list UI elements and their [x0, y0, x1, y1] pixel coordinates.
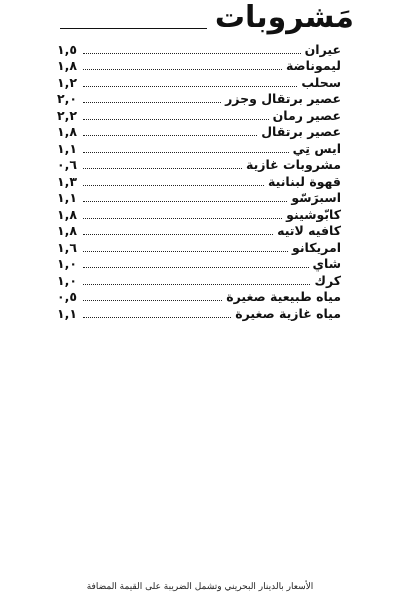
- menu-item: [57, 205, 341, 222]
- menu-item-name: سحلب: [301, 74, 341, 90]
- menu-item-name: قهوة لبنانية: [268, 173, 341, 189]
- menu-item: [57, 139, 341, 156]
- menu-item-price: ١,٠: [57, 256, 78, 271]
- menu-item: [57, 172, 341, 189]
- menu-item-price: ١,٦: [57, 239, 78, 255]
- menu-item-name: امريكانو: [292, 239, 341, 255]
- menu-item-name: شاي: [312, 256, 341, 271]
- menu-item-name: مشروبات غازية: [245, 157, 341, 172]
- menu-item-price: ١,١: [57, 140, 78, 156]
- menu-item-name: عصير برتقال وجزر: [225, 91, 341, 106]
- dotted-leader: [83, 201, 287, 202]
- dotted-leader: [83, 317, 231, 318]
- menu-item: [57, 57, 341, 74]
- menu-item-price: ٠,٦: [57, 157, 78, 172]
- menu-item-price: ١,٥: [57, 41, 78, 57]
- menu-item-name: عصير رمان: [272, 107, 341, 123]
- dotted-leader: [83, 102, 221, 103]
- dotted-leader: [83, 267, 309, 268]
- menu-item-name: ايس تِي: [292, 140, 341, 156]
- dotted-leader: [83, 300, 222, 301]
- menu-item: [57, 222, 341, 239]
- menu-item-price: ١,٠: [57, 272, 78, 288]
- page-title: مَشروبات: [214, 0, 354, 35]
- dotted-leader: [83, 119, 269, 120]
- dotted-leader: [83, 53, 301, 54]
- menu-item: [57, 255, 341, 272]
- dotted-leader: [83, 185, 264, 186]
- menu-item: [57, 156, 341, 173]
- menu-item-name: عصير برتقال: [261, 124, 341, 139]
- menu-item-price: ١,٨: [57, 58, 78, 73]
- menu-item-name: كافيه لاتيه: [277, 223, 341, 238]
- dotted-leader: [83, 135, 257, 136]
- menu-item-price: ١,١: [57, 305, 78, 321]
- menu-item-name: عيران: [304, 41, 341, 57]
- menu-item-price: ١,٢: [57, 74, 78, 90]
- menu-item-price: ١,١: [57, 190, 78, 205]
- menu-item-price: ١,٨: [57, 124, 78, 139]
- menu-item: [57, 106, 341, 123]
- dotted-leader: [83, 152, 289, 153]
- menu-item-price: ٢,٠: [57, 91, 78, 106]
- dotted-leader: [83, 86, 297, 87]
- menu-header: [60, 0, 354, 34]
- dotted-leader: [83, 284, 310, 285]
- menu-item-price: ٠,٥: [57, 289, 78, 304]
- drinks-menu-list: [57, 40, 341, 321]
- dotted-leader: [83, 69, 282, 70]
- dotted-leader: [83, 168, 242, 169]
- menu-item: [57, 90, 341, 107]
- dotted-leader: [83, 234, 273, 235]
- dotted-leader: [83, 218, 282, 219]
- menu-item: [57, 288, 341, 305]
- menu-item: [57, 73, 341, 90]
- menu-item-price: ١,٨: [57, 206, 78, 222]
- title-underline: [60, 28, 207, 29]
- menu-item-price: ١,٣: [57, 173, 78, 189]
- menu-item-name: مياه غازية صغيرة: [235, 305, 341, 321]
- menu-item: [57, 189, 341, 206]
- dotted-leader: [83, 251, 288, 252]
- price-note: الأسعار بالدينار البحريني وتشمل الضريبة على القيمة المضافة: [86, 582, 314, 592]
- menu-item: [57, 271, 341, 288]
- menu-item-price: ١,٨: [57, 223, 78, 238]
- menu-item-name: مياه طبيعية صغيرة: [226, 289, 341, 304]
- menu-item: [57, 238, 341, 255]
- menu-item-name: ليموناضة: [285, 58, 341, 73]
- menu-item-name: اسبرَسّو: [291, 190, 341, 205]
- menu-item: [57, 123, 341, 140]
- menu-item-name: كابّوشينو: [286, 206, 341, 222]
- menu-item-price: ٢,٢: [57, 107, 78, 123]
- menu-item: [57, 40, 341, 57]
- menu-item: [57, 304, 341, 321]
- menu-item-name: كرك: [314, 272, 341, 288]
